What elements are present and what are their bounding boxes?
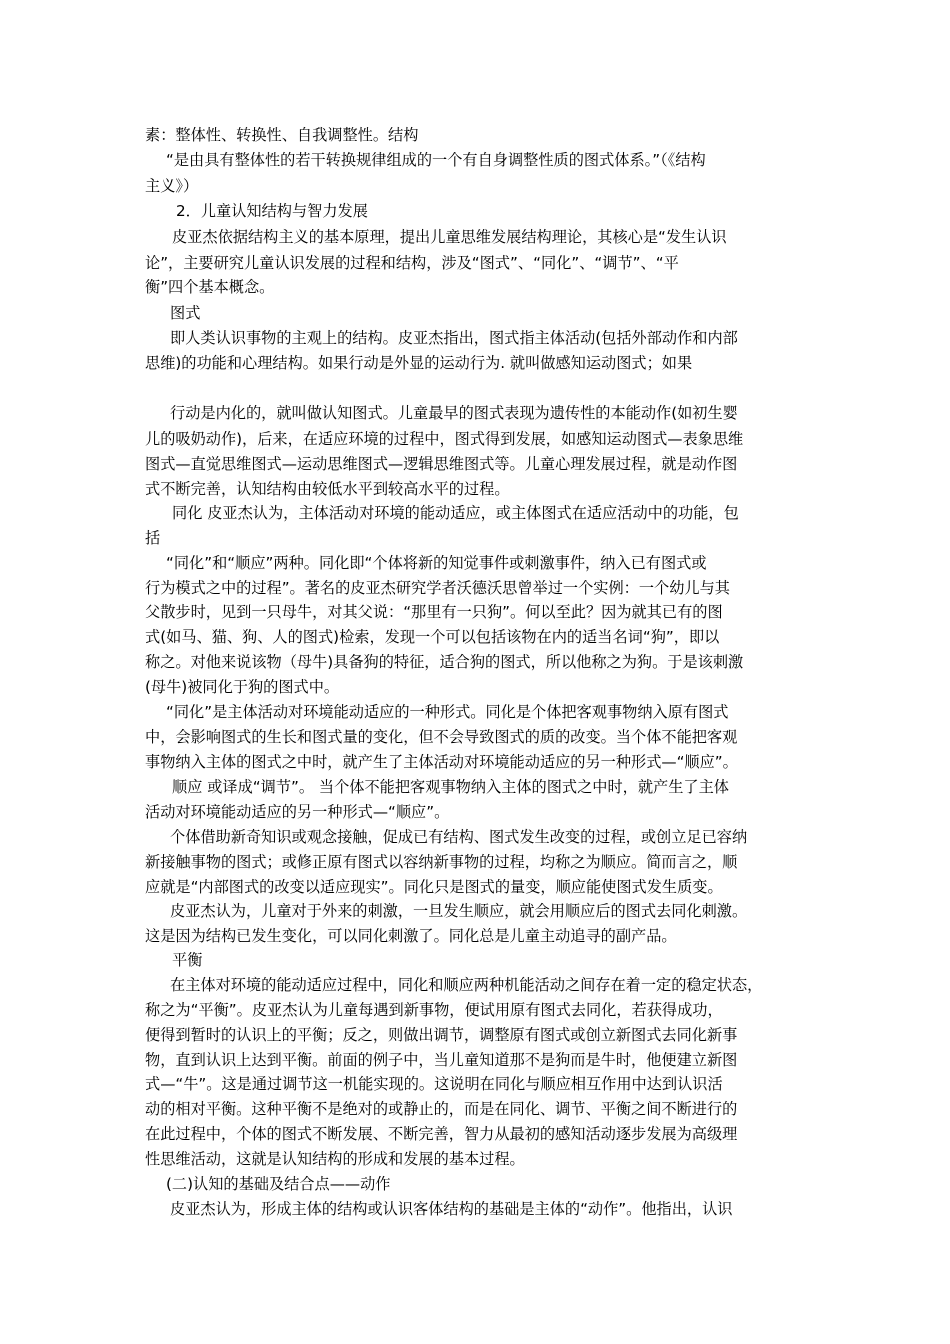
text-line: 应就是“内部图式的改变以适应现实”。同化只是图式的量变，顺应能使图式发生质变。 [145, 878, 723, 896]
text-line: 在主体对环境的能动适应过程中，同化和顺应两种机能活动之间存在着一定的稳定状态， [170, 976, 763, 994]
text-line: 顺应 或译成“调节”。 当个体不能把客观事物纳入主体的图式之中时，就产生了主体 [172, 778, 729, 796]
text-line: 事物纳入主体的图式之中时，就产生了主体活动对环境能动适应的另一种形式—“顺应”。 [145, 753, 738, 771]
text-line: 动的相对平衡。这种平衡不是绝对的或静止的，而是在同化、调节、平衡之间不断进行的 [145, 1100, 738, 1118]
text-line: 衡”四个基本概念。 [145, 278, 275, 296]
text-line: 主义》） [145, 177, 199, 195]
text-line: 图式—直觉思维图式—运动思维图式—逻辑思维图式等。儿童心理发展过程，就是动作图 [145, 455, 738, 473]
text-line: 这是因为结构已发生变化，可以同化刺激了。同化总是儿童主动追寻的副产品。 [145, 927, 677, 945]
text-line: 物，直到认识上达到平衡。前面的例子中，当儿童知道那不是狗而是牛时，他便建立新图 [145, 1051, 738, 1069]
text-line: 皮亚杰依据结构主义的基本原理，提出儿童思维发展结构理论，其核心是“发生认识 [172, 228, 727, 246]
text-line: “是由具有整体性的若干转换规律组成的一个有自身调整性质的图式体系。”（《结构 [166, 151, 706, 169]
text-line: (母牛)被同化于狗的图式中。 [145, 678, 340, 696]
text-line: 行为模式之中的过程”。著名的皮亚杰研究学者沃德沃思曾举过一个实例：一个幼儿与其 [145, 579, 730, 597]
text-line: 括 [145, 529, 161, 547]
text-line: 称之。对他来说该物（母牛)具备狗的特征，适合狗的图式，所以他称之为狗。于是该刺激 [145, 653, 744, 671]
text-line: 个体借助新奇知识或观念接触，促成已有结构、图式发生改变的过程，或创立足已容纳 [170, 828, 748, 846]
text-line: 便得到暂时的认识上的平衡；反之，则做出调节，调整原有图式或创立新图式去同化新事 [145, 1026, 738, 1044]
text-line: 式(如马、猫、狗、人的图式)检索，发现一个可以包括该物在内的适当名词“狗”，即以 [145, 628, 720, 646]
text-line: 行动是内化的，就叫做认知图式。儿童最早的图式表现为遗传性的本能动作(如初生婴 [170, 404, 738, 422]
text-line: 即人类认识事物的主观上的结构。皮亚杰指出，图式指主体活动(包括外部动作和内部 [170, 329, 738, 347]
text-line: 皮亚杰认为，形成主体的结构或认识客体结构的基础是主体的“动作”。他指出，认识 [170, 1200, 733, 1218]
text-line: 父散步时，见到一只母牛，对其父说：“那里有一只狗”。何以至此？因为就其已有的图 [145, 603, 723, 621]
text-line: 同化 皮亚杰认为，主体活动对环境的能动适应，或主体图式在适应活动中的功能，包 [172, 504, 739, 522]
text-line: 思维)的功能和心理结构。如果行动是外显的运动行为. 就叫做感知运动图式；如果 [145, 354, 693, 372]
section-heading: 平衡 [172, 951, 203, 969]
text-line: 2．儿童认知结构与智力发展 [176, 202, 368, 220]
text-line: 儿的吸奶动作)，后来，在适应环境的过程中，图式得到发展，如感知运动图式—表象思维 [145, 430, 744, 448]
text-line: 式不断完善，认知结构由较低水平到较高水平的过程。 [145, 480, 510, 498]
text-line: 素：整体性、转换性、自我调整性。结构 [145, 126, 419, 144]
section-heading: (二)认知的基础及结合点——动作 [166, 1175, 391, 1193]
text-line: 论”，主要研究儿童认识发展的过程和结构，涉及“图式”、“同化”、“调节”、“平 [145, 254, 679, 272]
text-line: 皮亚杰认为，儿童对于外来的刺激，一旦发生顺应，就会用顺应后的图式去同化刺激。 [170, 902, 748, 920]
text-line: “同化”是主体活动对环境能动适应的一种形式。同化是个体把客观事物纳入原有图式 [166, 703, 729, 721]
text-line: 新接触事物的图式；或修正原有图式以容纳新事物的过程，均称之为顺应。简而言之，顺 [145, 853, 738, 871]
text-line: 称之为“平衡”。皮亚杰认为儿童每遇到新事物，便试用原有图式去同化，若获得成功， [145, 1001, 723, 1019]
text-line: “同化”和“顺应”两种。同化即“个体将新的知觉事件或刺激事件，纳入已有图式或 [166, 554, 707, 572]
text-line: 活动对环境能动适应的另一种形式—“顺应”。 [145, 803, 450, 821]
text-line: 中，会影响图式的生长和图式量的变化，但不会导致图式的质的改变。当个体不能把客观 [145, 728, 738, 746]
section-heading: 图式 [170, 304, 201, 322]
text-line: 式—“牛”。这是通过调节这一机能实现的。这说明在同化与顺应相互作用中达到认识活 [145, 1075, 723, 1093]
text-line: 性思维活动，这就是认知结构的形成和发展的基本过程。 [145, 1150, 525, 1168]
text-line: 在此过程中，个体的图式不断发展、不断完善，智力从最初的感知活动逐步发展为高级理 [145, 1125, 738, 1143]
